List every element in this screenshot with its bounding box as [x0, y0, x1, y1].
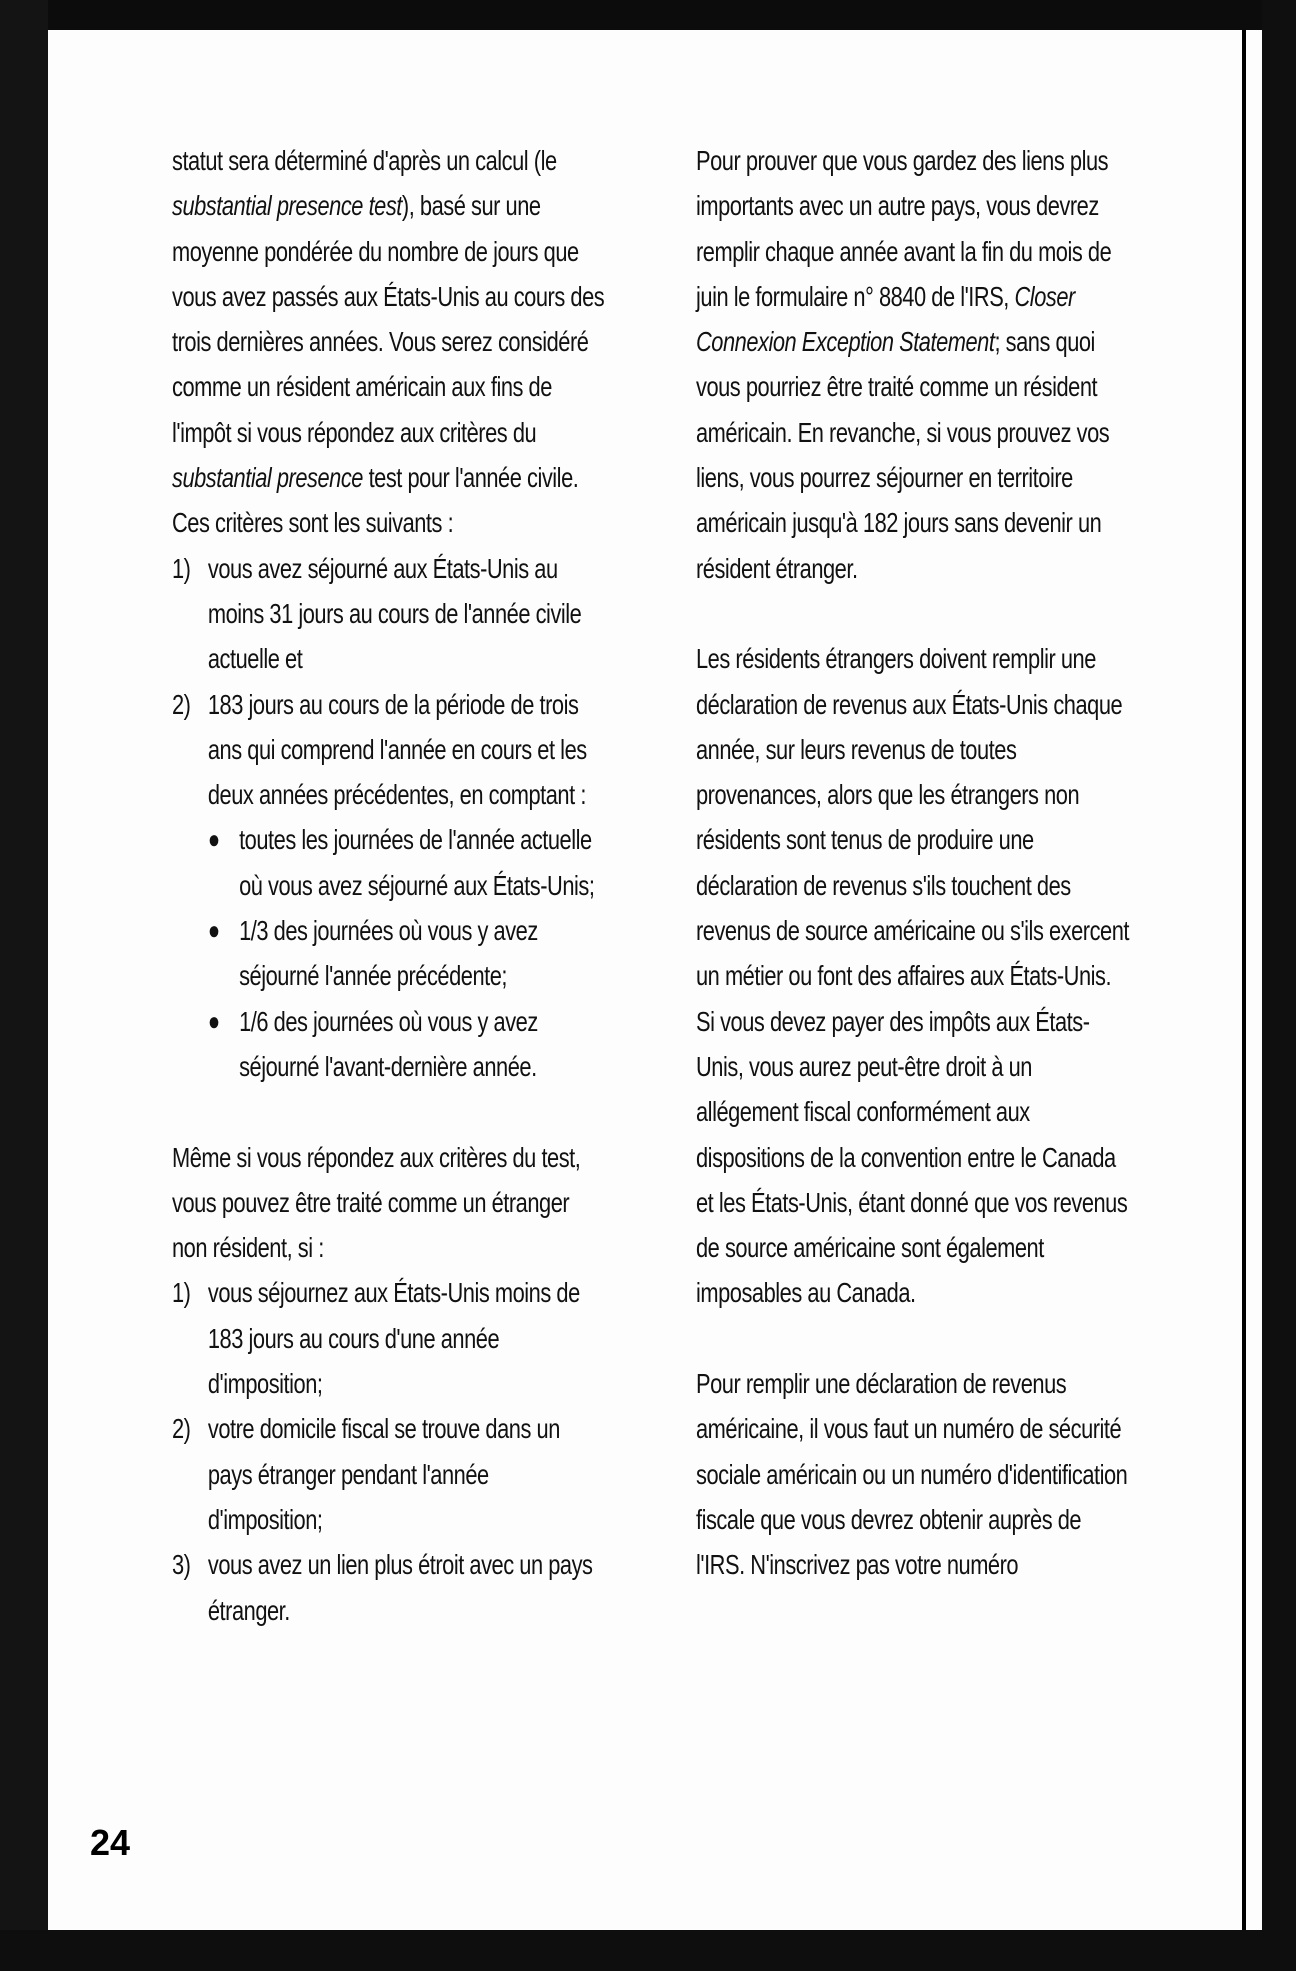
criteria-number: 1): [172, 552, 191, 584]
exception-item: [172, 1542, 609, 1633]
scan-border-bottom: [0, 1930, 1296, 1971]
criteria-number: 2): [172, 688, 191, 720]
document-page: [48, 30, 1262, 1930]
exception-text: votre domicile fiscal se trouve dans un pays étranger pendant l'année d'imposition;: [207, 1413, 560, 1535]
intro-text-3: test pour l'année civile. Ces critères sont les suivants :: [172, 462, 579, 539]
bullet-icon: ●: [207, 824, 220, 855]
bullet-text: toutes les journées de l'année actuelle où vous avez séjourné aux États-Unis;: [239, 824, 595, 901]
exception-number: 2): [172, 1413, 191, 1445]
p1-text-2: ; sans quoi vous pourriez être traité comme un résident américain. En revanche, si vous prouvez vos liens, vous pourrez séjourner en territoire américain jusqu'à 182 jours sans devenir un résident étranger.: [696, 326, 1110, 584]
scan-border-left: [0, 0, 48, 1971]
exception-text: vous séjournez aux États-Unis moins de 183 jours au cours d'une année d'imposition;: [207, 1277, 580, 1400]
closer-connection-paragraph: [696, 138, 1133, 591]
intro-text-2: ), basé sur une moyenne pondérée du nombre de jours que vous avez passés aux États-Unis au cours des trois dernières années. Vous serez considéré comme un résident américain aux fins de l'impôt si vous répondez aux critères du: [172, 190, 605, 448]
criteria-text: vous avez séjourné aux États-Unis au moins 31 jours au cours de l'année civile actuelle et: [207, 552, 582, 675]
exception-text: vous avez un lien plus étroit avec un pays étranger.: [207, 1549, 593, 1626]
paragraph-gap: [696, 591, 1133, 636]
bullet-text: 1/3 des journées où vous y avez séjourné l'année précédente;: [239, 915, 538, 992]
page-right-rule: [1242, 30, 1246, 1930]
scan-border-right: [1262, 0, 1296, 1971]
bullet-icon: ●: [207, 915, 220, 946]
scan-border-top: [0, 0, 1296, 30]
intro-text-1: statut sera déterminé d'après un calcul (le: [172, 145, 557, 176]
paragraph-gap: [696, 1316, 1133, 1361]
p1-form-title: Closer Connexion Exception Statement: [696, 280, 1075, 358]
tax-relief-paragraph: Si vous devez payer des impôts aux États-Unis, vous aurez peut-être droit à un allégement fiscal conformément aux dispositions de la convention entre le Canada et les États-Unis, étant donné que vos revenus de source américaine sont également imposables au Canada.: [696, 1005, 1128, 1309]
exception-number: 3): [172, 1549, 191, 1581]
intro-paragraph: [172, 138, 609, 546]
p1-text-1: Pour prouver que vous gardez des liens plus importants avec un autre pays, vous devrez remplir chaque année avant la fin du mois de juin le formulaire n° 8840 de l'IRS,: [696, 145, 1112, 312]
bullet-item: [172, 999, 609, 1090]
exception-item: [172, 1270, 609, 1406]
bullet-icon: ●: [207, 1005, 220, 1036]
resident-filing-paragraph: Les résidents étrangers doivent remplir une déclaration de revenus aux États-Unis chaque année, sur leurs revenus de toutes provenances, alors que les étrangers non résidents sont tenus de produire une déclaration de revenus s'ils touchent des revenus de source américaine ou s'ils exercent un métier ou font des affaires aux États-Unis.: [696, 643, 1130, 992]
criteria-item: [172, 546, 609, 682]
criteria-item: [172, 682, 609, 818]
intro-term-2: substantial presence: [172, 462, 363, 494]
bullet-text: 1/6 des journées où vous y avez séjourné l'avant-dernière année.: [239, 1005, 538, 1082]
criteria-text: 183 jours au cours de la période de trois ans qui comprend l'année en cours et les deux années précédentes, en comptant :: [207, 688, 587, 811]
exception-number: 1): [172, 1277, 191, 1309]
exception-item: [172, 1406, 609, 1542]
bullet-item: [172, 908, 609, 999]
left-column: [172, 138, 609, 1633]
ssn-paragraph: Pour remplir une déclaration de revenus américaine, il vous faut un numéro de sécurité sociale américain ou un numéro d'identification fiscale que vous devrez obtenir auprès de l'IRS. N'inscrivez pas votre numéro: [696, 1368, 1128, 1581]
exception-intro-paragraph: Même si vous répondez aux critères du test, vous pouvez être traité comme un étranger non résident, si :: [172, 1141, 581, 1264]
paragraph-gap: [172, 1089, 609, 1134]
right-column: [696, 138, 1133, 1588]
page-number: 24: [90, 1822, 131, 1863]
bullet-item: [172, 817, 609, 908]
intro-term-1: substantial presence test: [172, 190, 402, 222]
